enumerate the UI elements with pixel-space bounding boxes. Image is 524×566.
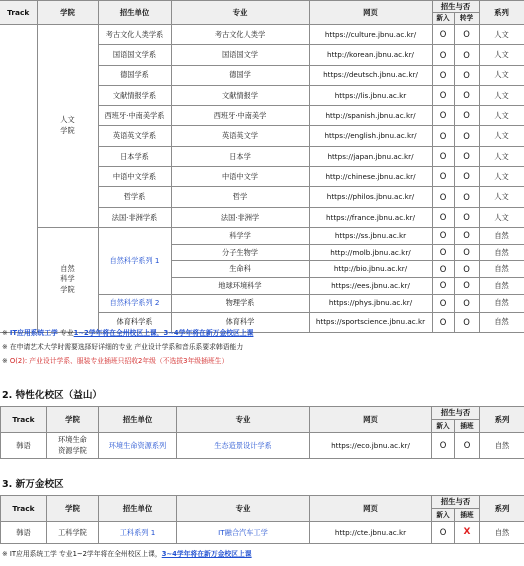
website-link[interactable]: http://korean.jbnu.ac.kr/ (309, 45, 432, 65)
major-cell: 哲学 (171, 187, 309, 207)
series-cell: 人文 (479, 126, 524, 146)
series-cell: 自然 (479, 294, 524, 312)
series-cell: 自然 (479, 278, 524, 295)
website-link[interactable]: https://ss.jbnu.ac.kr (309, 227, 432, 244)
header-series: 系列 (480, 496, 524, 522)
series-cell: 人文 (479, 45, 524, 65)
header-track: Track (1, 496, 47, 522)
section-heading-iksan: 2. 特性化校区（益山） (2, 390, 103, 401)
transfer-mark: O (454, 294, 479, 312)
college-natural-science: 自然 科学 学院 (37, 227, 98, 332)
unit-cell: 英语英文学系 (98, 126, 171, 146)
header-college: 学院 (47, 496, 99, 522)
major-cell: 日本学 (171, 146, 309, 166)
header-freshman: 新入 (432, 13, 454, 25)
header-unit: 招生单位 (99, 496, 177, 522)
series-cell: 自然 (480, 522, 524, 544)
track-cell: 韩语 (1, 522, 47, 544)
college-cell: 工科学院 (47, 522, 99, 544)
series-cell: 人文 (479, 187, 524, 207)
major-cell: 中语中文学 (171, 167, 309, 187)
series-cell: 自然 (479, 312, 524, 332)
freshman-mark: O (432, 45, 454, 65)
major-cell: 考古文化人类学 (171, 25, 309, 45)
note-transfer-limit: ※ O(2): 产业设计学系、服装专业插班只招收2年级（不选拔3年级插班生） (2, 357, 229, 365)
freshman-mark: O (432, 207, 454, 227)
header-freshman: 新入 (432, 420, 455, 433)
unit-cell: 法国·非洲学系 (98, 207, 171, 227)
header-website: 网页 (310, 407, 432, 433)
transfer-mark: O (454, 65, 479, 85)
transfer-mark: O (454, 278, 479, 295)
college-cell: 环境生命 资源学院 (47, 433, 99, 459)
unit-cell: 环境生命资源系列 (99, 433, 177, 459)
freshman-mark: O (432, 433, 455, 459)
freshman-mark: O (432, 106, 454, 126)
header-series: 系列 (480, 407, 524, 433)
unit-cell: 德国学系 (98, 65, 171, 85)
website-link[interactable]: https://culture.jbnu.ac.kr/ (309, 25, 432, 45)
header-unit: 招生单位 (98, 1, 171, 25)
unit-cell: 日本学系 (98, 146, 171, 166)
transfer-mark: O (454, 207, 479, 227)
website-link[interactable]: https://sportscience.jbnu.ac.kr (309, 312, 432, 332)
series-cell: 人文 (479, 106, 524, 126)
saemangeum-campus-table (0, 495, 524, 544)
website-link[interactable]: https://philos.jbnu.ac.kr/ (309, 187, 432, 207)
freshman-mark: O (432, 522, 455, 544)
website-link[interactable]: http://molb.jbnu.ac.kr/ (309, 244, 432, 261)
transfer-mark-x: X (455, 522, 480, 544)
transfer-mark: O (454, 312, 479, 332)
note-it-campus: ※ IT应用系统工学 专业1~2学年将在全州校区上课，3~4学年将在新万金校区上课 (2, 329, 254, 337)
transfer-mark: O (454, 126, 479, 146)
website-link[interactable]: https://eco.jbnu.ac.kr/ (310, 433, 432, 459)
transfer-mark: O (455, 433, 480, 459)
transfer-mark: O (454, 227, 479, 244)
header-transfer: 插班 (455, 509, 480, 522)
major-cell: IT融合汽车工学 (177, 522, 310, 544)
track-cell (0, 25, 37, 333)
transfer-mark: O (454, 261, 479, 278)
header-track: Track (1, 407, 47, 433)
freshman-mark: O (432, 85, 454, 105)
series-cell: 自然 (479, 244, 524, 261)
website-link[interactable]: http://spanish.jbnu.ac.kr/ (309, 106, 432, 126)
header-major: 专业 (177, 496, 310, 522)
website-link[interactable]: http://chinese.jbnu.ac.kr/ (309, 167, 432, 187)
series-cell: 人文 (479, 25, 524, 45)
unit-cell: 文献情报学系 (98, 85, 171, 105)
transfer-mark: O (454, 45, 479, 65)
freshman-mark: O (432, 126, 454, 146)
header-admission: 招生与否 (432, 407, 480, 420)
major-cell: 生命科 (171, 261, 309, 278)
website-link[interactable]: https://japan.jbnu.ac.kr/ (309, 146, 432, 166)
header-transfer: 插班 (455, 420, 480, 433)
major-cell: 分子生物学 (171, 244, 309, 261)
major-cell: 物理学系 (171, 294, 309, 312)
freshman-mark: O (432, 278, 454, 295)
freshman-mark: O (432, 244, 454, 261)
header-admission: 招生与否 (432, 1, 479, 13)
freshman-mark: O (432, 167, 454, 187)
transfer-mark: O (454, 146, 479, 166)
note-art-college: ※ 在申请艺术大学时需要选择好详细的专业 产业设计学系和音乐系要求韩语能力 (2, 343, 244, 351)
track-cell: 韩语 (1, 433, 47, 459)
freshman-mark: O (432, 227, 454, 244)
major-cell: 生态造景设计学系 (177, 433, 310, 459)
header-college: 学院 (47, 407, 99, 433)
freshman-mark: O (432, 25, 454, 45)
freshman-mark: O (432, 261, 454, 278)
website-link[interactable]: https://ees.jbnu.ac.kr/ (309, 278, 432, 295)
freshman-mark: O (432, 294, 454, 312)
unit-natural-science-series-2: 自然科学系列 2 (98, 294, 171, 312)
major-cell: 德国学 (171, 65, 309, 85)
unit-cell: 工科系列 1 (99, 522, 177, 544)
series-cell: 人文 (479, 146, 524, 166)
header-college: 学院 (37, 1, 98, 25)
major-cell: 法国·非洲学 (171, 207, 309, 227)
unit-natural-science-series-1: 自然科学系列 1 (98, 227, 171, 294)
website-link[interactable]: https://deutsch.jbnu.ac.kr/ (309, 65, 432, 85)
header-unit: 招生单位 (99, 407, 177, 433)
college-humanities: 人文 学院 (37, 25, 98, 228)
transfer-mark: O (454, 85, 479, 105)
header-series: 系列 (479, 1, 524, 25)
iksan-campus-table (0, 406, 524, 459)
header-website: 网页 (309, 1, 432, 25)
section-heading-saemangeum: 3. 新万金校区 (2, 479, 64, 490)
unit-cell: 国语国文学系 (98, 45, 171, 65)
unit-cell: 体育科学系 (98, 312, 171, 332)
transfer-mark: O (454, 187, 479, 207)
freshman-mark: O (432, 187, 454, 207)
header-transfer: 转学 (454, 13, 479, 25)
website-link[interactable]: http://bio.jbnu.ac.kr/ (309, 261, 432, 278)
series-cell: 人文 (479, 207, 524, 227)
series-cell: 人文 (479, 167, 524, 187)
website-link[interactable]: https://phys.jbnu.ac.kr/ (309, 294, 432, 312)
header-admission: 招生与否 (432, 496, 480, 509)
major-cell: 国语国文学 (171, 45, 309, 65)
unit-cell: 考古文化人类学系 (98, 25, 171, 45)
unit-cell: 西班牙·中南美学系 (98, 106, 171, 126)
freshman-mark: O (432, 146, 454, 166)
header-track: Track (0, 1, 37, 25)
freshman-mark: O (432, 312, 454, 332)
transfer-mark: O (454, 244, 479, 261)
freshman-mark: O (432, 65, 454, 85)
header-major: 专业 (171, 1, 309, 25)
major-cell: 科学学 (171, 227, 309, 244)
note-it-campus-bottom: ※ IT应用系统工学 专业1~2学年将在全州校区上课，3~4学年将在新万金校区上课 (2, 550, 252, 558)
series-cell: 人文 (479, 65, 524, 85)
major-cell: 西班牙·中南美学 (171, 106, 309, 126)
unit-cell: 哲学系 (98, 187, 171, 207)
series-cell: 人文 (479, 85, 524, 105)
major-cell: 文献情报学 (171, 85, 309, 105)
series-cell: 自然 (479, 261, 524, 278)
website-link[interactable]: https://english.jbnu.ac.kr/ (309, 126, 432, 146)
header-freshman: 新入 (432, 509, 455, 522)
header-major: 专业 (177, 407, 310, 433)
unit-cell: 中语中文学系 (98, 167, 171, 187)
series-cell: 自然 (479, 227, 524, 244)
series-cell: 自然 (480, 433, 524, 459)
major-cell: 体育科学 (171, 312, 309, 332)
website-link[interactable]: https://france.jbnu.ac.kr/ (309, 207, 432, 227)
transfer-mark: O (454, 25, 479, 45)
website-link[interactable]: http://cte.jbnu.ac.kr (310, 522, 432, 544)
header-website: 网页 (310, 496, 432, 522)
website-link[interactable]: https://lis.jbnu.ac.kr (309, 85, 432, 105)
transfer-mark: O (454, 106, 479, 126)
transfer-mark: O (454, 167, 479, 187)
major-cell: 英语英文学 (171, 126, 309, 146)
major-cell: 地球环境科学 (171, 278, 309, 295)
